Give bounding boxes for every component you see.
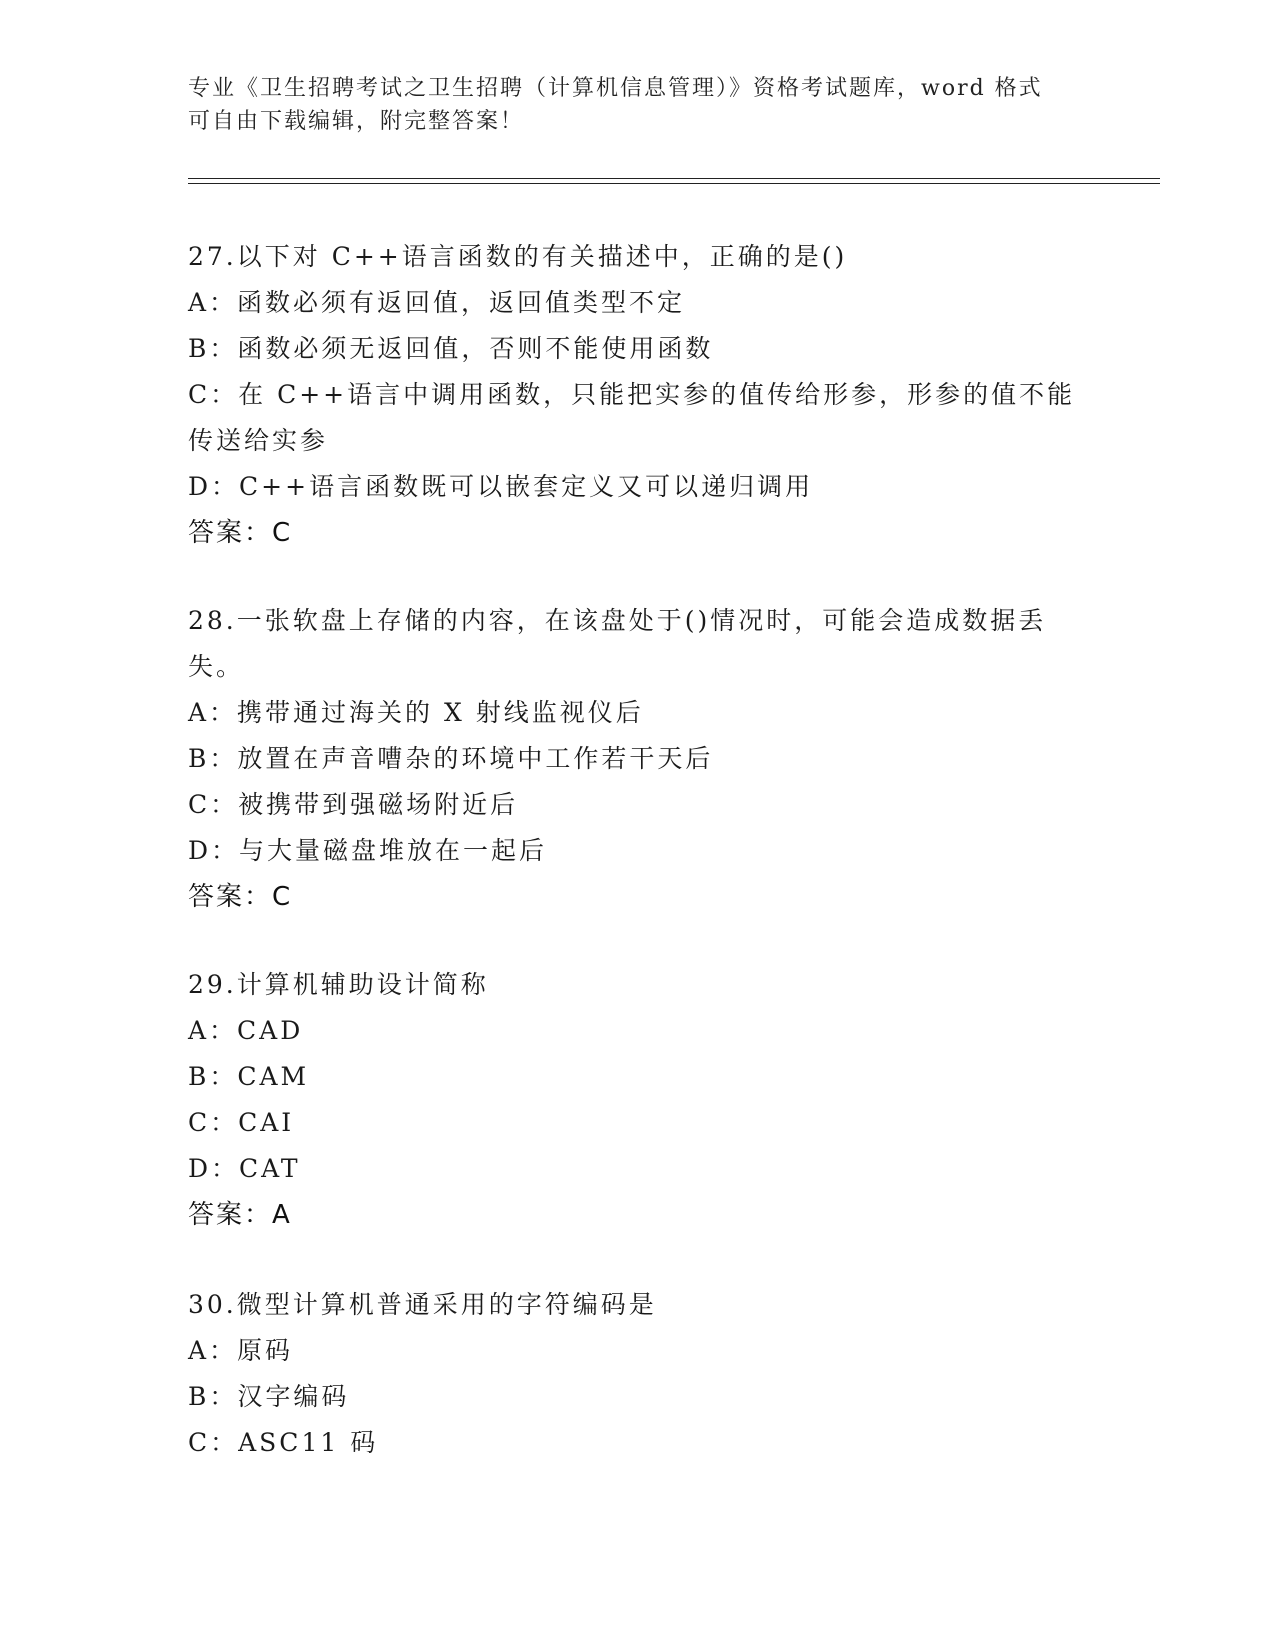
header-rule-top [188,178,1160,179]
question-stem: 30.微型计算机普通采用的字符编码是 [188,1290,657,1319]
header-line-2: 可自由下载编辑，附完整答案！ [188,109,525,134]
option-d: D：与大量磁盘堆放在一起后 [188,836,548,865]
option-a: A：携带通过海关的 X 射线监视仪后 [188,698,644,727]
option-d: D：C++语言函数既可以嵌套定义又可以递归调用 [188,472,814,501]
option-b: B：函数必须无返回值，否则不能使用函数 [188,334,714,363]
option-a: A：函数必须有返回值，返回值类型不定 [188,288,686,317]
option-b: B：CAM [188,1062,310,1091]
question-stem: 29.计算机辅助设计简称 [188,970,489,999]
question-29 [188,962,1088,1238]
answer: 答案：C [188,518,293,548]
answer: 答案：A [188,1200,292,1230]
question-27 [188,234,1088,556]
header-rule-bottom [188,183,1160,184]
option-a: A：原码 [188,1336,294,1365]
question-stem: 27.以下对 C++语言函数的有关描述中，正确的是() [188,242,848,271]
question-28 [188,598,1088,920]
option-c-continued: 传送给实参 [188,426,329,455]
option-c: C：被携带到强磁场附近后 [188,790,519,819]
header-line-1: 专业《卫生招聘考试之卫生招聘（计算机信息管理）》资格考试题库，word 格式 [188,76,1043,101]
option-c: C：在 C++语言中调用函数，只能把实参的值传给形参，形参的值不能 [188,380,1076,409]
option-c: C：CAI [188,1108,295,1137]
question-stem-continued: 失。 [188,652,245,681]
option-d: D：CAT [188,1154,301,1183]
question-stem: 28.一张软盘上存储的内容，在该盘处于()情况时，可能会造成数据丢 [188,606,1047,635]
option-b: B：汉字编码 [188,1382,350,1411]
option-a: A：CAD [188,1016,304,1045]
option-c: C：ASC11 码 [188,1428,379,1457]
answer: 答案：C [188,882,293,912]
option-b: B：放置在声音嘈杂的环境中工作若干天后 [188,744,714,773]
question-30 [188,1282,1088,1466]
document-header [188,72,1068,138]
